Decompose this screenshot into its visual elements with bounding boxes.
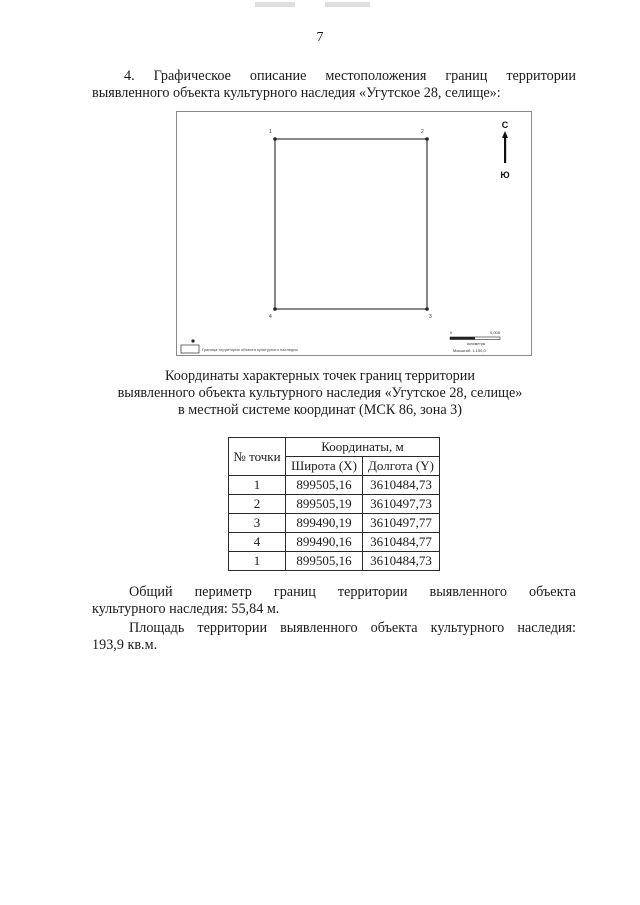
scale-end: 0,005 [490, 330, 501, 335]
cell-x: 899490,16 [286, 533, 363, 552]
area-word: наследия: [517, 620, 576, 636]
cell-point: 4 [229, 533, 286, 552]
perimeter-second-line: культурного наследия: 55,84 м. [92, 601, 280, 617]
scale-start: 0 [450, 330, 453, 335]
cell-y: 3610497,73 [363, 495, 440, 514]
map-drawing [177, 112, 533, 357]
header-longitude: Долгота (Y) [363, 457, 440, 476]
perimeter-first-line [92, 584, 576, 601]
perimeter-word: выявленного [429, 584, 507, 600]
cell-point: 2 [229, 495, 286, 514]
perimeter-word: территории [337, 584, 408, 600]
point-label-3: 3 [429, 314, 432, 320]
point-label-4: 4 [269, 314, 272, 320]
perimeter-paragraph [92, 584, 576, 618]
south-label: Ю [500, 170, 510, 180]
table-row [229, 476, 440, 495]
scale-text: Масштаб: 1:150,0 [453, 348, 486, 353]
table-caption [0, 368, 640, 419]
legend-swatch [181, 345, 199, 353]
cell-point: 3 [229, 514, 286, 533]
heading-word: 4. [124, 68, 135, 84]
scale-bar [450, 330, 501, 353]
cell-x: 899490,19 [286, 514, 363, 533]
perimeter-word: периметр [194, 584, 252, 600]
cell-x: 899505,16 [286, 552, 363, 571]
scale-unit: километры [467, 342, 486, 346]
area-first-line [92, 620, 576, 637]
territory-boundary [275, 139, 427, 309]
cell-point: 1 [229, 476, 286, 495]
heading-word: территории [506, 68, 576, 84]
legend-point-icon [191, 339, 194, 342]
cell-x: 899505,19 [286, 495, 363, 514]
heading-word: местоположения [325, 68, 427, 84]
heading-word: границ [445, 68, 488, 84]
perimeter-word: объекта [528, 584, 576, 600]
caption-line-2: выявленного объекта культурного наследия «Угутское 28, селище» [117, 385, 523, 401]
perimeter-word: границ [273, 584, 316, 600]
point-label-2: 2 [421, 129, 424, 135]
table-row [229, 514, 440, 533]
cell-y: 3610484,73 [363, 476, 440, 495]
header-point: № точки [229, 438, 286, 476]
cell-point: 1 [229, 552, 286, 571]
area-paragraph [92, 620, 576, 654]
boundary-point-4 [273, 307, 277, 311]
heading-word: описание [249, 68, 307, 84]
section-heading [92, 68, 576, 102]
boundary-point-2 [425, 137, 429, 141]
table-row [229, 552, 440, 571]
legend-text: Граница территории объекта культурного наследия [202, 347, 298, 352]
header-coordinates: Координаты, м [286, 438, 440, 457]
cell-y: 3610484,73 [363, 552, 440, 571]
boundary-map [176, 111, 532, 356]
heading-second-line: выявленного объекта культурного наследия «Угутское 28, селище»: [92, 85, 501, 101]
table-header-row [229, 438, 440, 457]
heading-word: Графическое [153, 68, 231, 84]
point-label-1: 1 [269, 129, 272, 135]
table-row [229, 495, 440, 514]
area-second-line: 193,9 кв.м. [92, 637, 158, 653]
area-word: объекта [370, 620, 418, 636]
area-word: культурного [430, 620, 505, 636]
caption-line-1: Координаты характерных точек границ территории [165, 368, 475, 384]
north-arrow-icon [500, 120, 509, 180]
header-latitude: Широта (X) [286, 457, 363, 476]
cell-y: 3610484,77 [363, 533, 440, 552]
coordinates-table [228, 437, 440, 571]
cell-x: 899505,16 [286, 476, 363, 495]
caption-line-3: в местной системе координат (МСК 86, зона 3) [177, 402, 462, 418]
scan-artifact [325, 2, 370, 7]
heading-first-line [92, 68, 576, 85]
boundary-point-1 [273, 137, 277, 141]
area-word: территории [197, 620, 268, 636]
boundary-point-3 [425, 307, 429, 311]
page-number: 7 [316, 30, 324, 45]
scan-artifact [255, 2, 295, 7]
perimeter-word: Общий [129, 584, 173, 600]
table-row [229, 533, 440, 552]
cell-y: 3610497,77 [363, 514, 440, 533]
area-word: выявленного [280, 620, 358, 636]
north-label: С [501, 120, 509, 130]
area-word: Площадь [129, 620, 185, 636]
